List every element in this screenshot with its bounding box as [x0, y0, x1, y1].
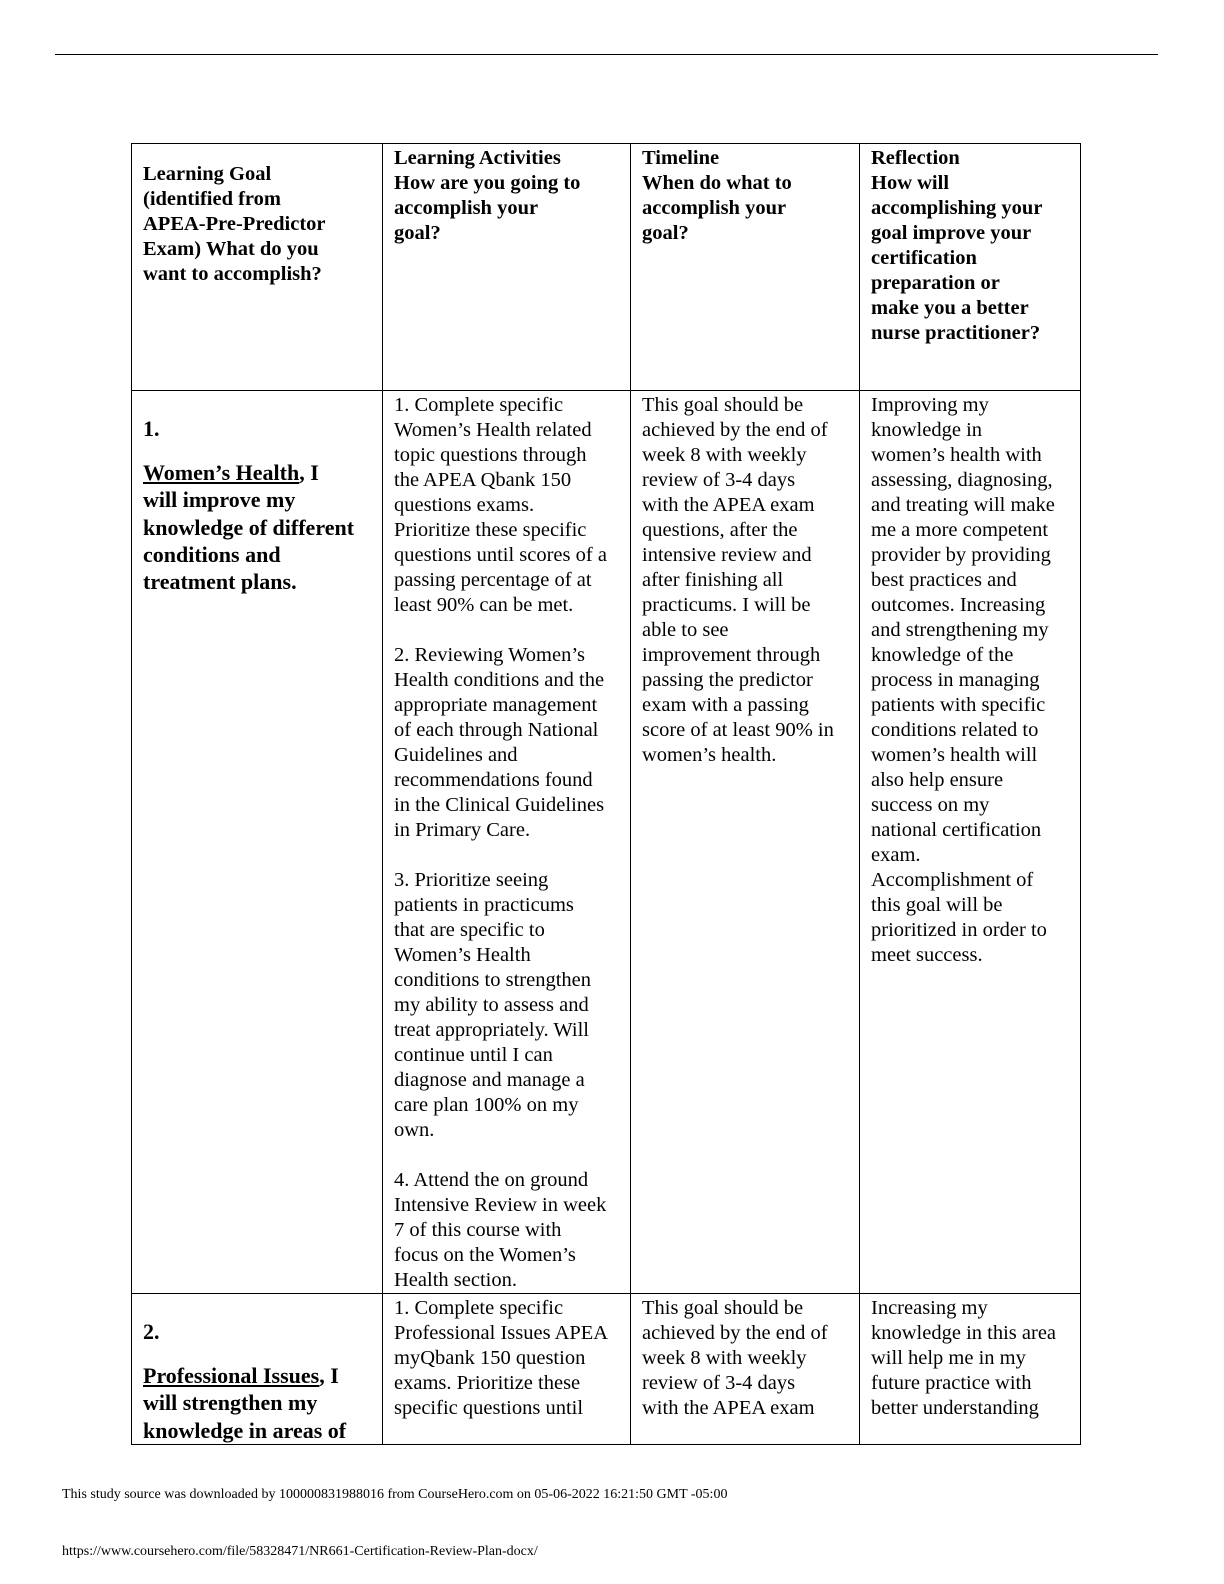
- header-line: Timeline: [642, 147, 720, 169]
- activity-line: my ability to assess and: [394, 994, 589, 1016]
- goal-text: [143, 1362, 374, 1389]
- timeline-line: practicums. I will be: [642, 594, 811, 616]
- reflection-line: future practice with: [871, 1372, 1032, 1394]
- activity-line: passing percentage of at: [394, 569, 592, 591]
- activity-line: of each through National: [394, 719, 599, 741]
- reflection-line: women’s health will: [871, 744, 1038, 766]
- reflection-line: exam.: [871, 844, 921, 866]
- activities-cell: [383, 391, 631, 1294]
- goal-line: knowledge in areas of: [143, 1417, 347, 1443]
- goal-line: , I: [299, 460, 319, 486]
- header-learning-activities: [383, 144, 631, 391]
- timeline-line: review of 3-4 days: [642, 469, 796, 491]
- reflection-line: will help me in my: [871, 1347, 1026, 1369]
- header-line: goal?: [394, 222, 441, 244]
- timeline-line: week 8 with weekly: [642, 444, 807, 466]
- header-line: certification: [871, 247, 977, 269]
- timeline-line: passing the predictor: [642, 669, 813, 691]
- timeline-cell: [631, 391, 860, 1294]
- activity-line: questions exams.: [394, 494, 535, 516]
- activity-line: questions until scores of a: [394, 544, 607, 566]
- reflection-line: knowledge in: [871, 419, 983, 441]
- reflection-line: outcomes. Increasing: [871, 594, 1046, 616]
- activity-line: appropriate management: [394, 694, 598, 716]
- activity-line: the APEA Qbank 150: [394, 469, 572, 491]
- activity-line: focus on the Women’s: [394, 1244, 576, 1266]
- reflection-line: knowledge in this area: [871, 1322, 1057, 1344]
- timeline-line: exam with a passing: [642, 694, 809, 716]
- goal-text: [143, 459, 374, 486]
- activity-line: own.: [394, 1119, 435, 1141]
- reflection-line: knowledge of the: [871, 644, 1014, 666]
- reflection-line: prioritized in order to: [871, 919, 1047, 941]
- goal-number: 1.: [143, 416, 160, 441]
- timeline-line: improvement through: [642, 644, 821, 666]
- activity-line: Women’s Health related: [394, 419, 592, 441]
- activity-line: 7 of this course with: [394, 1219, 562, 1241]
- activity-line: Health conditions and the: [394, 669, 605, 691]
- reflection-line: better understanding: [871, 1397, 1039, 1419]
- header-line: Reflection: [871, 147, 960, 169]
- activity-line: Women’s Health: [394, 944, 531, 966]
- timeline-line: with the APEA exam: [642, 1397, 815, 1419]
- activity-line: topic questions through: [394, 444, 587, 466]
- activity-line: exams. Prioritize these: [394, 1372, 581, 1394]
- reflection-line: assessing, diagnosing,: [871, 469, 1053, 491]
- header-line: Exam) What do you: [143, 238, 319, 260]
- activity-line: Professional Issues APEA: [394, 1322, 609, 1344]
- goal-cell: [132, 391, 383, 1294]
- header-line: nurse practitioner?: [871, 322, 1041, 344]
- activities-cell: [383, 1294, 631, 1445]
- activity-line: recommendations found: [394, 769, 593, 791]
- header-timeline: [631, 144, 860, 391]
- reflection-line: me a more competent: [871, 519, 1049, 541]
- top-rule: [55, 54, 1158, 55]
- activity-line: 4. Attend the on ground: [394, 1169, 589, 1191]
- activity-line: continue until I can: [394, 1044, 553, 1066]
- activity-line: conditions to strengthen: [394, 969, 592, 991]
- reflection-line: Accomplishment of: [871, 869, 1034, 891]
- activity-line: treat appropriately. Will: [394, 1019, 589, 1041]
- header-line: accomplish your: [642, 197, 787, 219]
- reflection-line: Increasing my: [871, 1297, 988, 1319]
- goal-number: 2.: [143, 1319, 160, 1344]
- header-line: Learning Goal: [143, 163, 272, 185]
- table-row: [132, 1294, 1081, 1445]
- activity-line: myQbank 150 question: [394, 1347, 586, 1369]
- activity-line: 2. Reviewing Women’s: [394, 644, 585, 666]
- timeline-line: women’s health.: [642, 744, 777, 766]
- activity-line: diagnose and manage a: [394, 1069, 585, 1091]
- table-row: [132, 391, 1081, 1294]
- header-line: goal?: [642, 222, 689, 244]
- goal-topic: Women’s Health: [143, 460, 300, 486]
- goal-line: treatment plans.: [143, 569, 297, 595]
- timeline-line: after finishing all: [642, 569, 784, 591]
- goal-topic: Professional Issues: [143, 1363, 320, 1389]
- goal-line: will strengthen my: [143, 1390, 318, 1416]
- header-reflection: [860, 144, 1081, 391]
- timeline-line: able to see: [642, 619, 729, 641]
- activity-line: specific questions until: [394, 1397, 584, 1419]
- timeline-line: week 8 with weekly: [642, 1347, 807, 1369]
- reflection-line: provider by providing: [871, 544, 1051, 566]
- reflection-cell: [860, 1294, 1081, 1445]
- reflection-line: and strengthening my: [871, 619, 1049, 641]
- reflection-line: patients with specific: [871, 694, 1046, 716]
- activity-line: 1. Complete specific: [394, 1297, 564, 1319]
- reflection-line: success on my: [871, 794, 990, 816]
- header-line: APEA-Pre-Predictor: [143, 213, 326, 235]
- activity-line: Intensive Review in week: [394, 1194, 607, 1216]
- timeline-line: This goal should be: [642, 1297, 804, 1319]
- reflection-line: Improving my: [871, 394, 989, 416]
- timeline-line: review of 3-4 days: [642, 1372, 796, 1394]
- activity-line: care plan 100% on my: [394, 1094, 579, 1116]
- header-line: want to accomplish?: [143, 263, 322, 285]
- header-line: accomplish your: [394, 197, 539, 219]
- timeline-cell: [631, 1294, 860, 1445]
- reflection-line: and treating will make: [871, 494, 1055, 516]
- activity-line: in Primary Care.: [394, 819, 531, 841]
- activity-line: least 90% can be met.: [394, 594, 574, 616]
- reflection-line: meet success.: [871, 944, 983, 966]
- reflection-line: best practices and: [871, 569, 1017, 591]
- header-learning-goal: [132, 144, 383, 391]
- timeline-line: score of at least 90% in: [642, 719, 834, 741]
- header-line: (identified from: [143, 188, 281, 210]
- reflection-line: process in managing: [871, 669, 1040, 691]
- activity-line: Guidelines and: [394, 744, 518, 766]
- activity-line: that are specific to: [394, 919, 545, 941]
- source-url[interactable]: https://www.coursehero.com/file/58328471/NR661-Certification-Review-Plan-docx/: [62, 1544, 538, 1559]
- goal-cell: [132, 1294, 383, 1445]
- header-line: accomplishing your: [871, 197, 1043, 219]
- header-line: make you a better: [871, 297, 1029, 319]
- header-line: preparation or: [871, 272, 1000, 294]
- download-notice: This study source was downloaded by 100000831988016 from CourseHero.com on 05-06-2022 16:21:50 GMT -05:00: [62, 1487, 728, 1502]
- goal-line: knowledge of different: [143, 514, 355, 540]
- timeline-line: achieved by the end of: [642, 419, 828, 441]
- goal-line: , I: [319, 1363, 339, 1389]
- table-header-row: [132, 144, 1081, 391]
- reflection-cell: [860, 391, 1081, 1294]
- header-line: Learning Activities: [394, 147, 561, 169]
- header-line: How are you going to: [394, 172, 581, 194]
- timeline-line: This goal should be: [642, 394, 804, 416]
- timeline-line: with the APEA exam: [642, 494, 815, 516]
- activity-line: patients in practicums: [394, 894, 574, 916]
- goal-line: will improve my: [143, 487, 296, 513]
- activity-line: Health section.: [394, 1269, 517, 1291]
- header-line: When do what to: [642, 172, 792, 194]
- reflection-line: this goal will be: [871, 894, 1003, 916]
- header-line: How will: [871, 172, 950, 194]
- review-plan-table: [131, 143, 1081, 1445]
- timeline-line: questions, after the: [642, 519, 798, 541]
- timeline-line: intensive review and: [642, 544, 812, 566]
- reflection-line: women’s health with: [871, 444, 1042, 466]
- reflection-line: conditions related to: [871, 719, 1039, 741]
- reflection-line: national certification: [871, 819, 1042, 841]
- header-line: goal improve your: [871, 222, 1032, 244]
- timeline-line: achieved by the end of: [642, 1322, 828, 1344]
- activity-line: in the Clinical Guidelines: [394, 794, 605, 816]
- activity-line: 1. Complete specific: [394, 394, 564, 416]
- activity-line: Prioritize these specific: [394, 519, 587, 541]
- activity-line: 3. Prioritize seeing: [394, 869, 549, 891]
- goal-line: conditions and: [143, 541, 281, 567]
- reflection-line: also help ensure: [871, 769, 1004, 791]
